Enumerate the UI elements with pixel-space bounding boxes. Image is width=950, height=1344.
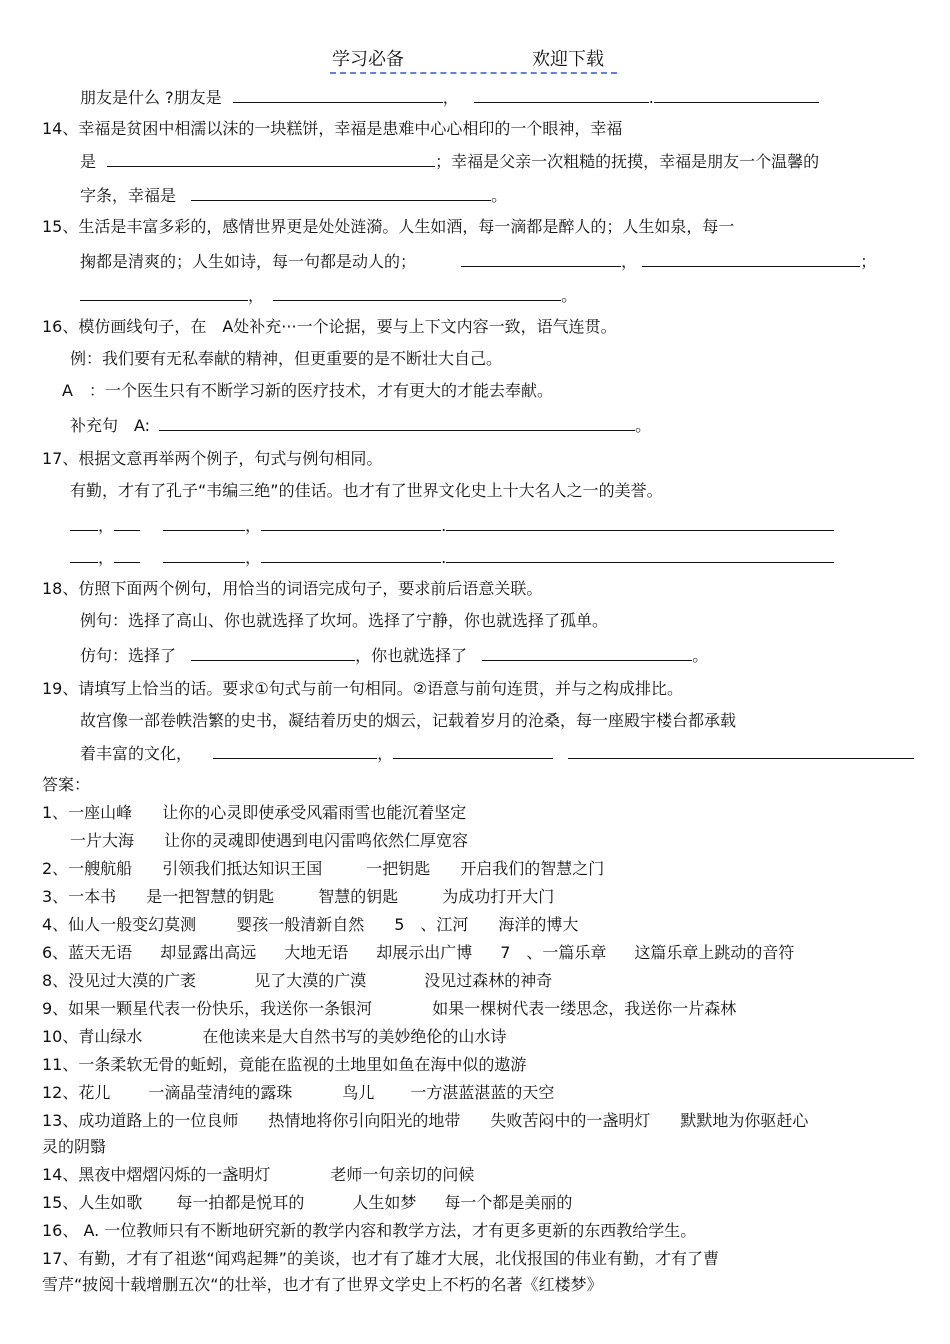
answer-3-part-2: 是一把智慧的钥匙	[146, 887, 275, 906]
q17-fill-row-2	[70, 546, 834, 569]
q18-blank-2[interactable]	[482, 644, 692, 661]
answer-12-part-4: 一方湛蓝湛蓝的天空	[410, 1083, 555, 1102]
answer-10-part-1: 10、青山绿水	[42, 1027, 143, 1046]
answer-row-2	[42, 858, 604, 880]
answer-row-13b	[42, 1136, 106, 1158]
answer-6-part-1: 6、蓝天无语	[42, 943, 133, 962]
answer-row-12	[42, 1082, 554, 1104]
q15-semicolon: ；	[860, 252, 877, 271]
answer-16-text: 16、 A. 一位教师只有不断地研究新的教学内容和教学方法，才有更多更新的东西教给学生。	[42, 1221, 697, 1240]
answer-15-part-2: 每一拍都是悦耳的	[176, 1193, 305, 1212]
q14-line2-suffix: ；幸福是父亲一次粗糙的抚摸，幸福是朋友一个温馨的	[435, 152, 820, 171]
q18-line-1: 18、仿照下面两个例句，用恰当的词语完成句子，要求前后语意关联。	[42, 579, 543, 598]
answer-8-part-3: 没见过森林的神奇	[424, 971, 553, 990]
q17-r1-blank-1[interactable]	[70, 514, 98, 531]
answer-17-continuation: 雪芹“披阅十载增删五次“的壮举，也才有了世界文学史上不朽的名著《红楼梦》	[42, 1275, 603, 1294]
answer-15-part-3: 人生如梦	[352, 1193, 417, 1212]
answer-13-part-2: 热情地将你引向阳光的地带	[268, 1111, 461, 1130]
q18-fill-line	[80, 644, 708, 667]
q16-line-1: 16、模仿画线句子，在 A处补充···一个论据，要与上下文内容一致，语气连贯。	[42, 317, 617, 336]
q19-line-1: 19、请填写上恰当的话。要求①句式与前一句相同。②语意与前句连贯，并与之构成排比。	[42, 679, 684, 698]
answer-1b-part-2: 让你的灵魂即使遇到电闪雷鸣依然仁厚宽容	[164, 831, 469, 850]
q17-r2-comma-2: ，	[245, 548, 262, 567]
answer-2-part-3: 一把钥匙	[366, 859, 431, 878]
answer-2-part-1: 2、一艘航船	[42, 859, 133, 878]
q17-r1-dot: .	[441, 516, 447, 535]
q19-line-2: 故宫像一部卷帙浩繁的史书，凝结着历史的烟云，记载着岁月的沧桑，每一座殿宇楼台都承载	[80, 711, 737, 730]
answer-3-part-1: 3、一本书	[42, 887, 117, 906]
q18-fill-mid: ，你也就选择了	[355, 646, 468, 665]
q15-blank-2[interactable]	[642, 250, 860, 267]
answer-6-part-3: 大地无语	[284, 943, 349, 962]
answer-7-part-1: 7 、一篇乐章	[500, 943, 607, 962]
answer-5-part-1: 5 、江河	[394, 915, 469, 934]
answer-8-part-2: 见了大漠的广漠	[254, 971, 367, 990]
q14-line-1: 14、幸福是贫困中相濡以沫的一块糕饼，幸福是患难中心心相印的一个眼神，幸福	[42, 119, 623, 138]
answer-1-part-2: 让你的心灵即使承受风霜雨雪也能沉着坚定	[162, 803, 467, 822]
q19-line3-prefix: 着丰富的文化，	[80, 744, 193, 763]
answer-9-part-1: 9、如果一颗星代表一份快乐，我送你一条银河	[42, 999, 373, 1018]
answer-4-part-2: 婴孩一般清新自然	[236, 915, 365, 934]
q16-a-line: A ：一个医生只有不断学习新的医疗技术，才有更大的才能去奉献。	[62, 381, 553, 400]
answer-8-part-1: 8、没见过大漠的广袤	[42, 971, 197, 990]
q16-fill-prefix: 补充句 A:	[70, 416, 151, 435]
answer-15-part-1: 15、人生如歌	[42, 1193, 143, 1212]
header-right-text: 欢迎下载	[532, 49, 604, 70]
answer-row-15	[42, 1192, 572, 1214]
answer-row-6	[42, 942, 794, 964]
answer-15-part-4: 每一个都是美丽的	[444, 1193, 573, 1212]
q15-comma-2: ，	[248, 286, 265, 305]
q16-fill-line	[70, 414, 651, 437]
answer-12-part-3: 鸟儿	[342, 1083, 375, 1102]
answer-5-part-2: 海洋的博大	[498, 915, 579, 934]
q17-r2-blank-5[interactable]	[446, 546, 834, 563]
q14-line-2	[80, 150, 819, 173]
answer-12-part-2: 一滴晶莹清纯的露珠	[148, 1083, 293, 1102]
q13-sep1: ，	[442, 88, 459, 107]
answer-row-13	[42, 1110, 808, 1132]
q17-fill-row-1	[70, 514, 834, 537]
q13-sep2: .	[648, 88, 654, 107]
q16-example: 例：我们要有无私奉献的精神，但更重要的是不断壮大自己。	[70, 349, 503, 368]
header-dashed-underline	[330, 72, 617, 74]
answer-3-part-3: 智慧的钥匙	[318, 887, 399, 906]
q15-line-3	[80, 284, 577, 307]
answer-11-text: 11、一条柔软无骨的蚯蚓，竟能在监视的土地里如鱼在海中似的遨游	[42, 1055, 527, 1074]
answer-row-11	[42, 1054, 526, 1076]
q15-blank-4[interactable]	[273, 284, 561, 301]
answer-row-9	[42, 998, 736, 1020]
answer-row-1b	[70, 830, 468, 852]
answer-6-part-4: 却展示出广博	[376, 943, 473, 962]
q17-r1-blank-3[interactable]	[163, 514, 245, 531]
q19-comma: ，	[377, 744, 394, 763]
q15-comma-1: ，	[621, 252, 638, 271]
answer-12-part-1: 12、花儿	[42, 1083, 111, 1102]
answer-14-part-2: 老师一句亲切的问候	[330, 1165, 475, 1184]
q17-r2-blank-2[interactable]	[114, 546, 140, 563]
answer-row-16	[42, 1220, 696, 1242]
answer-2-part-2: 引领我们抵达知识王国	[162, 859, 323, 878]
q17-r2-blank-1[interactable]	[70, 546, 98, 563]
q17-line-1: 17、根据文意再举两个例子，句式与例句相同。	[42, 449, 383, 468]
q17-r2-blank-3[interactable]	[163, 546, 245, 563]
q13-blank-2[interactable]	[474, 86, 649, 103]
answer-1b-part-1: 一片大海	[70, 831, 135, 850]
q15-blank-1[interactable]	[461, 250, 621, 267]
q17-r1-blank-5[interactable]	[446, 514, 834, 531]
q15-line-2	[80, 250, 876, 273]
q13-prefix: 朋友是什么 ?朋友是	[80, 88, 222, 107]
q14-line-3	[80, 184, 507, 207]
q17-r1-comma-1: ，	[98, 516, 115, 535]
answer-9-part-2: 如果一棵树代表一缕思念，我送你一片森林	[432, 999, 737, 1018]
answer-10-part-2: 在他读来是大自然书写的美妙绝伦的山水诗	[202, 1027, 507, 1046]
q13-blank-1[interactable]	[233, 86, 443, 103]
answer-row-14	[42, 1164, 474, 1186]
q18-fill-end: 。	[692, 646, 709, 665]
q15-blank-3[interactable]	[80, 284, 248, 301]
answer-1-part-1: 1、一座山峰	[42, 803, 133, 822]
answer-13-part-1: 13、成功道路上的一位良师	[42, 1111, 239, 1130]
q15-end: 。	[561, 286, 578, 305]
answer-row-3	[42, 886, 554, 908]
answer-row-8	[42, 970, 552, 992]
q19-blank-1[interactable]	[213, 742, 377, 759]
answer-7-part-2: 这篇乐章上跳动的音符	[634, 943, 795, 962]
answer-6-part-2: 却显露出高远	[160, 943, 257, 962]
q17-r1-comma-2: ，	[245, 516, 262, 535]
q16-blank[interactable]	[159, 414, 635, 431]
answer-row-4	[42, 914, 578, 936]
answer-row-10	[42, 1026, 506, 1048]
q19-line-3	[80, 742, 914, 765]
q14-blank-1[interactable]	[107, 150, 435, 167]
q19-blank-3[interactable]	[568, 742, 914, 759]
q16-fill-end: 。	[635, 416, 652, 435]
answer-14-part-1: 14、黑夜中熠熠闪烁的一盏明灯	[42, 1165, 271, 1184]
q17-r2-dot: .	[441, 548, 447, 567]
q17-example: 有勤，才有了孔子“韦编三绝”的佳话。也才有了世界文化史上十大名人之一的美誉。	[70, 481, 663, 500]
q14-line3-prefix: 字条，幸福是	[80, 186, 177, 205]
q14-blank-2[interactable]	[191, 184, 491, 201]
q17-r1-blank-4[interactable]	[261, 514, 441, 531]
answer-13-part-4: 默默地为你驱赶心	[680, 1111, 809, 1130]
q18-fill-prefix: 仿句：选择了	[80, 646, 177, 665]
answer-row-1	[42, 802, 466, 824]
answer-13-continuation: 灵的阴翳	[42, 1137, 107, 1156]
q18-blank-1[interactable]	[191, 644, 355, 661]
q17-r2-comma-1: ，	[98, 548, 115, 567]
answer-2-part-4: 开启我们的智慧之门	[460, 859, 605, 878]
q17-r2-blank-4[interactable]	[261, 546, 441, 563]
q18-example: 例句：选择了高山、你也就选择了坎坷。选择了宁静，你也就选择了孤单。	[80, 611, 609, 630]
answer-13-part-3: 失败苦闷中的一盏明灯	[490, 1111, 651, 1130]
answer-row-17b	[42, 1274, 603, 1296]
answer-3-part-4: 为成功打开大门	[442, 887, 555, 906]
q13-blank-3[interactable]	[654, 86, 819, 103]
answer-17-text: 17、有勤，才有了祖逖“闻鸡起舞”的美谈，也才有了雄才大展，北伐报国的伟业有勤，才有了曹	[42, 1249, 719, 1268]
q14-line2-prefix: 是	[80, 152, 97, 171]
q19-blank-2[interactable]	[393, 742, 553, 759]
answer-row-17	[42, 1248, 719, 1270]
answers-title: 答案：	[42, 775, 91, 794]
q15-line2-prefix: 掬都是清爽的；人生如诗，每一句都是动人的；	[80, 252, 417, 271]
q13-tail-line	[80, 86, 819, 109]
answer-4-part-1: 4、仙人一般变幻莫测	[42, 915, 197, 934]
q17-r1-blank-2[interactable]	[114, 514, 140, 531]
header-left-text: 学习必备	[332, 49, 404, 70]
q15-line-1: 15、生活是丰富多彩的，感情世界更是处处涟漪。人生如酒，每一滴都是醉人的；人生如泉，每一	[42, 217, 735, 236]
q14-line3-suffix: 。	[491, 186, 508, 205]
